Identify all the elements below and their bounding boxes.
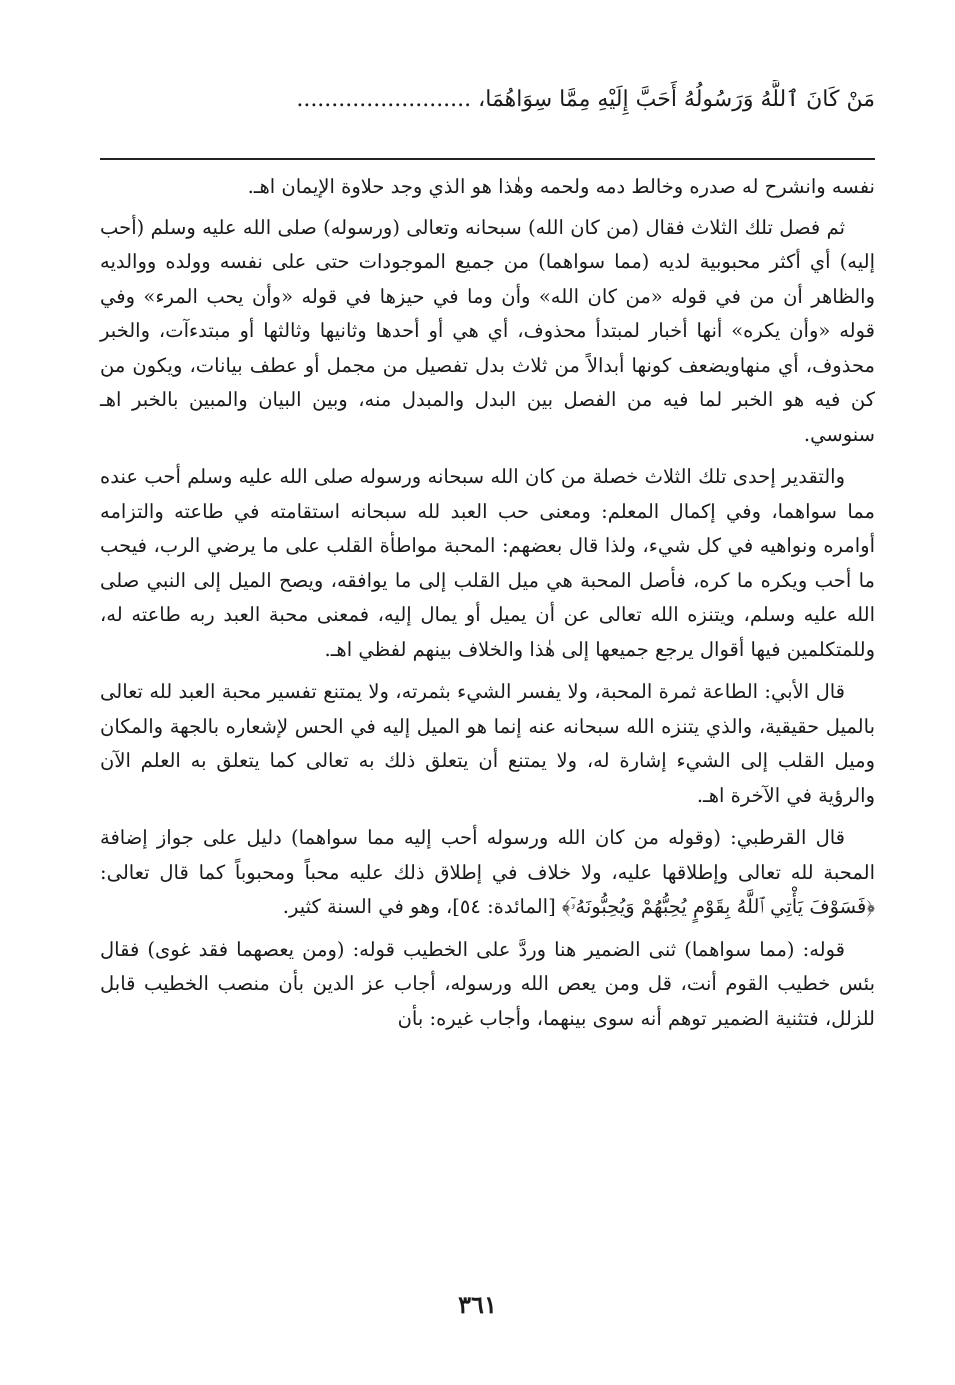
header-divider [100,158,875,160]
paragraph-continuation: نفسه وانشرح له صدره وخالط دمه ولحمه وهٰذا هو الذي وجد حلاوة الإيمان اهـ. [247,175,875,198]
paragraph-three-traits: ثم فصل تلك الثلاث فقال (من كان الله) سبحانه وتعالى (ورسوله) صلى الله عليه وسلم (أحب إليه) أي أكثر محبوبية لديه (مما سواهما) من جميع الموجودات حتى على نفسه وولده ووالديه والظاهر أن من في قوله «من كان الله» وأن وما في حيزها في قوله «وأن يحب المرء» وفي قوله «وأن يكره» أنها أخبار لمبتدأ محذوف، أي هي أو أحدها وثانيها وثالثها أو مبتدءآت، والخبر محذوف، أي منهاويضعف كونها أبدالاً من ثلاث بدل تفصيل من مجمل أو عطف بيانات، ويكون من كن فيه هو الخبر لما فيه من الفصل بين البدل والمبدل منه، وبين البيان والمبين بالخبر اهـ سنوسي. [100,215,875,446]
main-text [100,170,875,1046]
running-header: مَنْ كَانَ ٱللَّهُ وَرَسُولُهُ أَحَبَّ إِلَيْهِ مِمَّا سِوَاهُمَا، ......................... [296,87,875,112]
paragraph-al-ubbi: قال الأبي: الطاعة ثمرة المحبة، ولا يفسر الشيء بثمرته، ولا يمتنع تفسير محبة العبد لله تعالى بالميل حقيقية، والذي يتنزه الله سبحانه عنه إنما هو الميل إليه في الحس لإشعاره بالجهة والمكان وميل القلب إلى الشيء إشارة له، ولا يمتنع أن يتعلق ذلك به تعالى كما يتعلق به العلم الآن والرؤية في الآخرة اهـ. [100,680,875,807]
paragraph-al-qurtubi: قال القرطبي: (وقوله من كان الله ورسوله أحب إليه مما سواهما) دليل على جواز إضافة المحبة لله تعالى وإطلاقها عليه، ولا خلاف في إطلاق ذلك عليه محباً ومحبوباً كما قال تعالى: ﴿فَسَوْفَ يَأْتِي ٱللَّهُ بِقَوْمٍ يُحِبُّهُمْ وَيُحِبُّونَهُۥٓ﴾ [المائدة: ٥٤]، وهو في السنة كثير. [100,826,875,918]
paragraph-taqdir: والتقدير إحدى تلك الثلاث خصلة من كان الله سبحانه ورسوله صلى الله عليه وسلم أحب عنده مما سواهما، وفي إكمال المعلم: ومعنى حب العبد لله سبحانه استقامته في طاعته والتزامه أوامره ونواهيه في كل شيء، ولذا قال بعضهم: المحبة مواطأة القلب على ما يرضي الرب، فيحب ما أحب ويكره ما كره، فأصل المحبة هي ميل القلب إلى ما يوافقه، ويصح الميل إلى النبي صلى الله عليه وسلم، ويتنزه الله تعالى عن أن يميل أو يمال إليه، فمعنى محبة العبد ربه طاعته له، وللمتكلمين فيها أقوال يرجع جميعها إلى هٰذا والخلاف بينهم لفظي اهـ. [100,465,875,661]
page-number: ٣٦١ [458,1290,497,1319]
paragraph-dual-pronoun: قوله: (مما سواهما) ثنى الضمير هنا وردَّ على الخطيب قوله: (ومن يعصهما فقد غوى) فقال بئس خطيب القوم أنت، قل ومن يعص الله ورسوله، أجاب عز الدين بأن منصب الخطيب قابل للزلل، فتثنية الضمير توهم أنه سوى بينهما، وأجاب غيره: بأن [100,937,875,1030]
